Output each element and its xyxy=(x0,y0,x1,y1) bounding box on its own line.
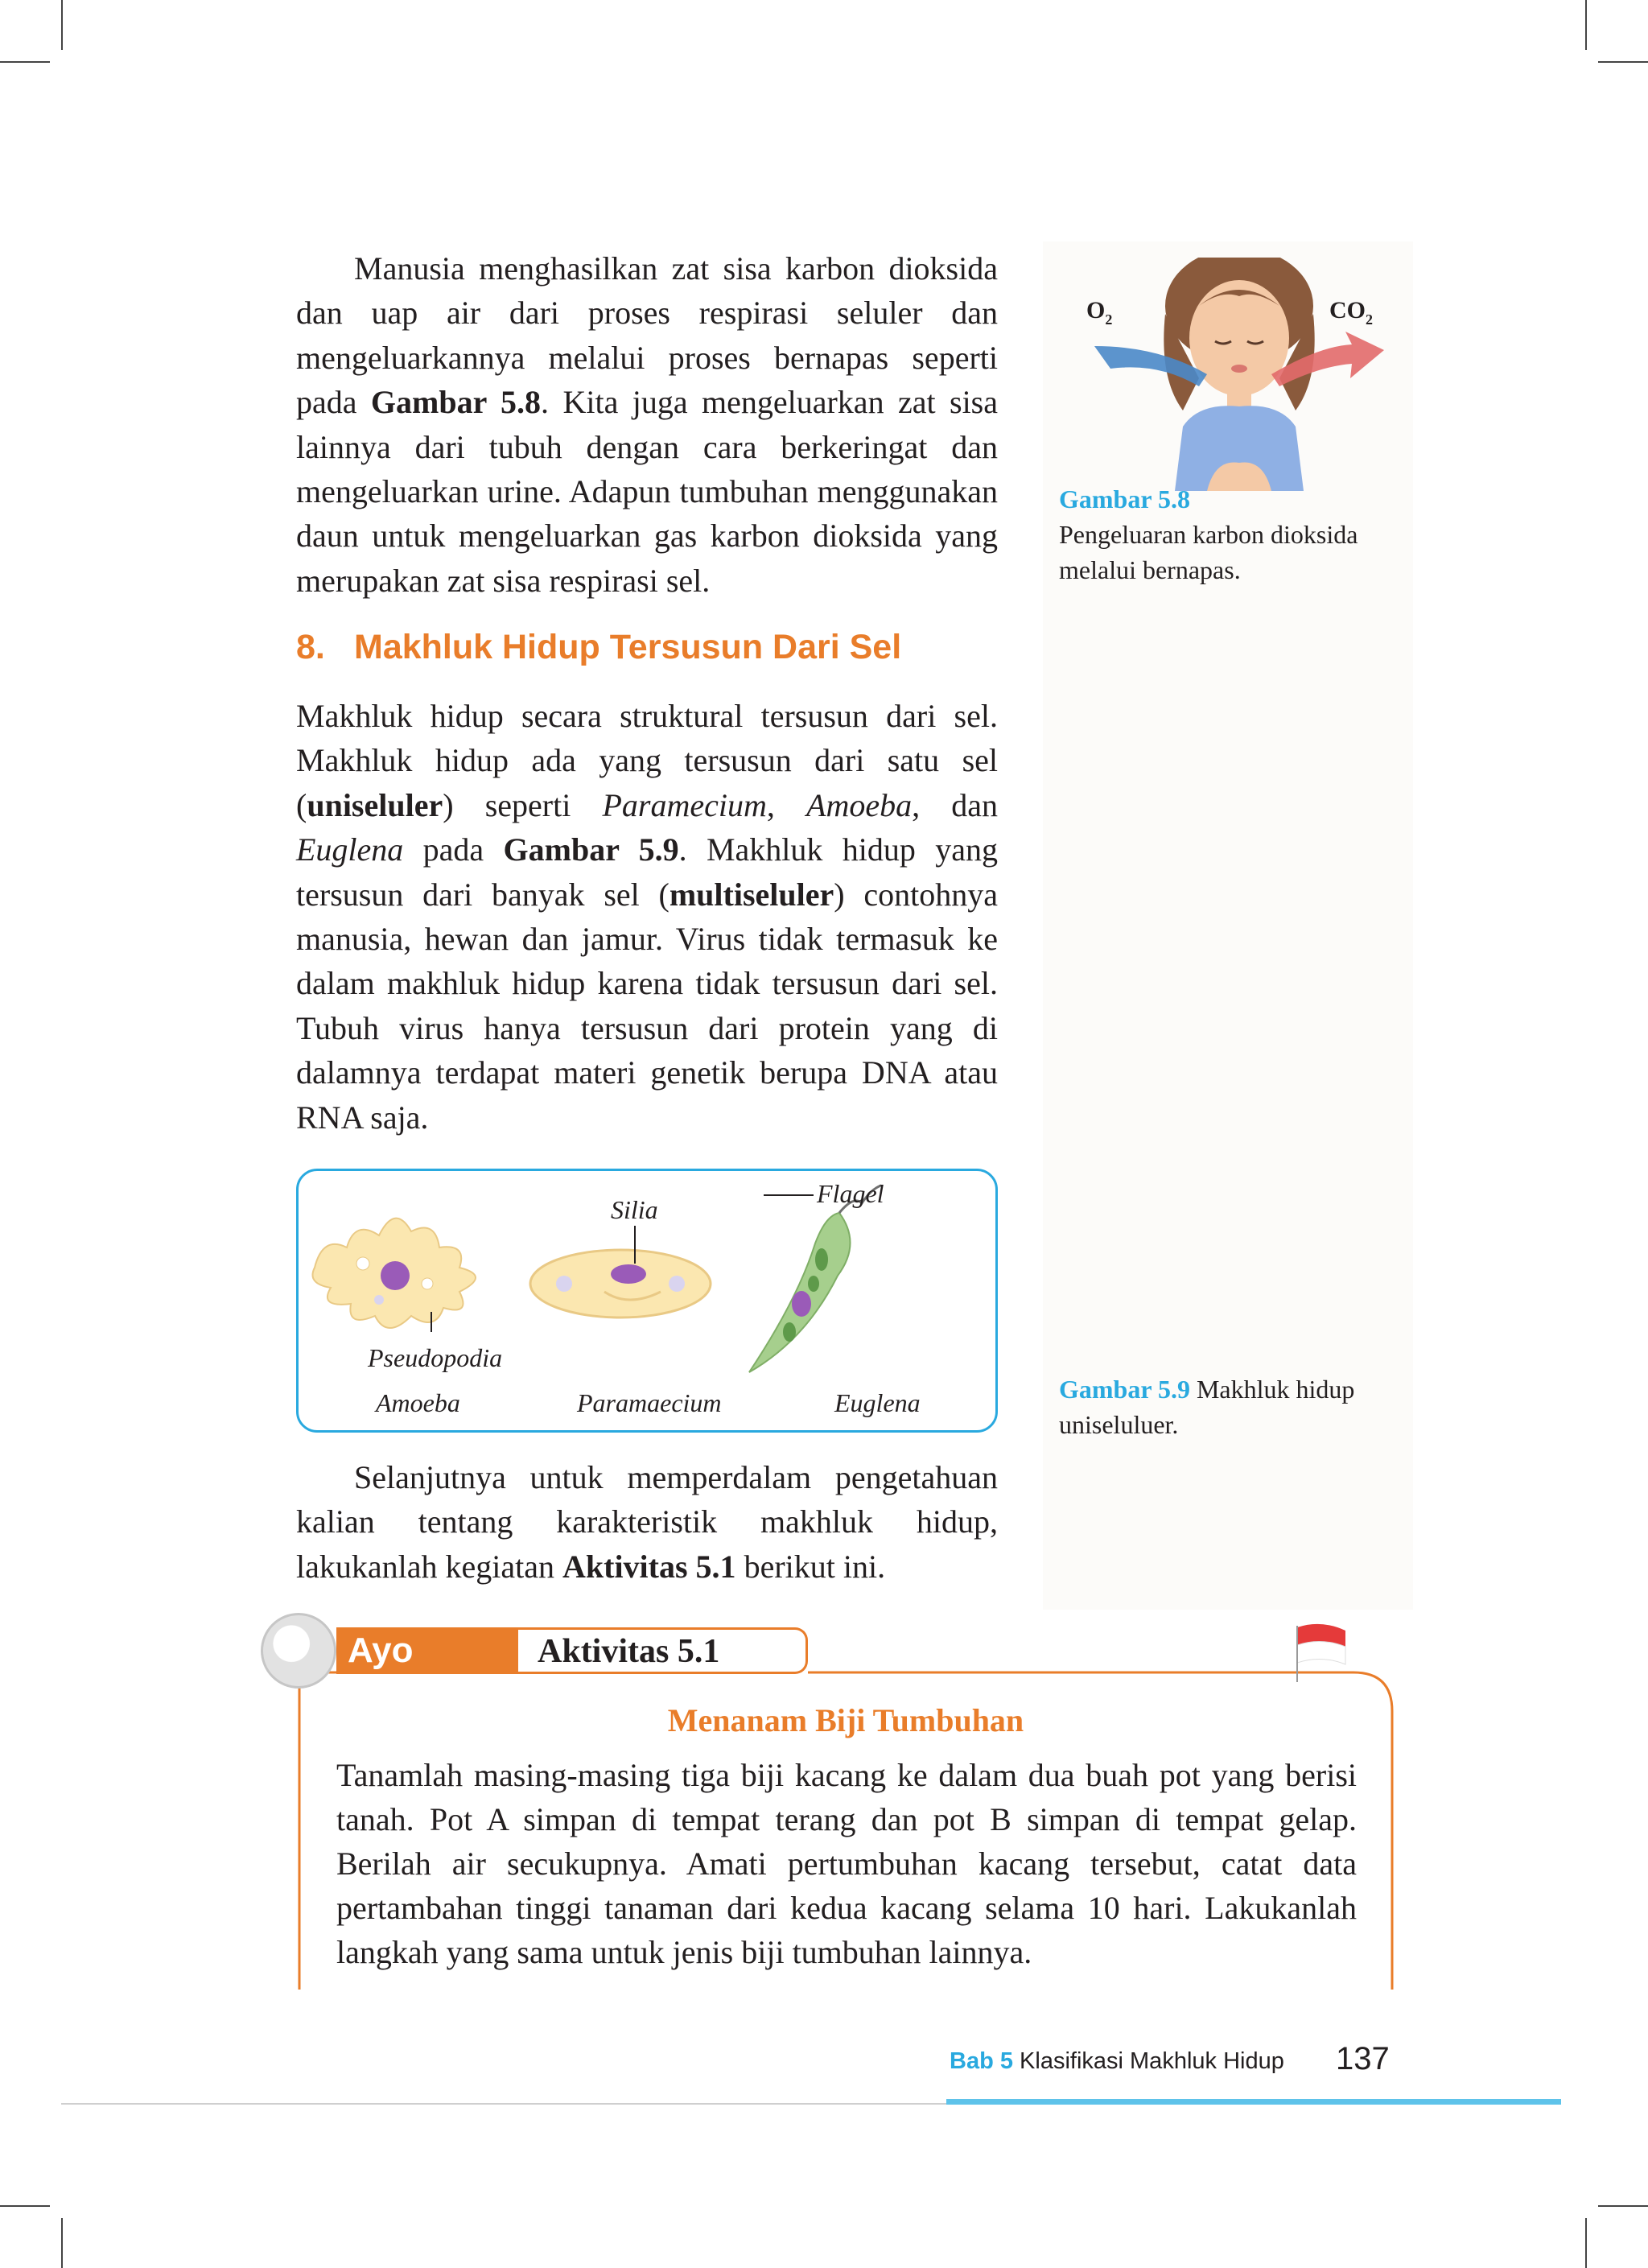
activity-box xyxy=(298,1631,1394,1990)
euglena-nucleus xyxy=(792,1291,811,1317)
term-uniseluler: uniseluler xyxy=(307,786,443,823)
figure-5-8-caption xyxy=(1059,481,1397,588)
figure-5-9-caption xyxy=(1059,1371,1397,1442)
vacuole xyxy=(356,1257,369,1270)
chapter-number: Bab 5 xyxy=(950,2048,1013,2074)
species-name: Euglena xyxy=(296,831,404,868)
caption-text: Pengeluaran karbon dioksida melalui bernapas. xyxy=(1059,520,1358,584)
crop-mark xyxy=(1585,2218,1587,2268)
activity-name: Aktivitas 5.1 xyxy=(518,1627,808,1674)
caption-reference: Gambar 5.9 xyxy=(1059,1375,1190,1404)
chapter-title: Klasifikasi Makhluk Hidup xyxy=(1012,2048,1284,2074)
paragraph-intro-activity: Selanjutnya untuk memperdalam pengetahuan kalian tentang karakteristik makhluk hidup, lakukanlah kegiatan Aktivitas 5.1 berikut ini. xyxy=(296,1459,998,1585)
crop-mark xyxy=(0,61,50,63)
caption-text: Makhluk hidup uniseluluer. xyxy=(1059,1375,1355,1439)
crop-mark xyxy=(1598,2205,1648,2207)
crop-mark xyxy=(1585,0,1587,50)
label-pseudopodia: Pseudopodia xyxy=(368,1343,503,1372)
face xyxy=(1189,280,1289,396)
chloroplast xyxy=(815,1248,828,1271)
footer-accent-rule xyxy=(946,2099,1561,2105)
label-flagel: Flagel xyxy=(817,1179,884,1208)
co2-label: $CO_2$ xyxy=(1329,297,1373,328)
amoeba-nucleus xyxy=(381,1261,410,1290)
section-heading xyxy=(296,628,901,667)
crop-mark xyxy=(1598,61,1648,63)
paramecium-nucleus xyxy=(611,1264,646,1284)
indonesian-flag-icon xyxy=(1289,1623,1353,1687)
chloroplast xyxy=(783,1322,796,1342)
paragraph-text: . Kita juga mengeluarkan zat sisa lainnya dari tubuh dengan cara berkeringat dan mengeluarkan urine. Adapun tumbuhan menggunakan daun untuk mengeluarkan gas karbon dioksida yang merupakan zat sisa respirasi sel. xyxy=(296,384,998,599)
breathing-girl-illustration xyxy=(1078,258,1400,491)
activity-tag: Ayo Amati xyxy=(336,1627,518,1674)
mouth xyxy=(1231,365,1247,373)
running-footer xyxy=(950,2048,1284,2075)
label-amoeba: Amoeba xyxy=(376,1388,460,1417)
vacuole xyxy=(669,1276,685,1292)
page-number: 137 xyxy=(1336,2041,1390,2076)
activity-reference: Aktivitas 5.1 xyxy=(562,1548,736,1585)
unicellular-organisms-figure xyxy=(296,1169,998,1433)
figure-reference: Gambar 5.9 xyxy=(503,831,679,868)
section-number: 8. xyxy=(296,628,325,666)
activity-body: Tanamlah masing-masing tiga biji kacang ke dalam dua buah pot yang berisi tanah. Pot A simpan di tempat terang dan pot B simpan di tempat gelap. Berilah air secukupnya. Amati pertumbuhan kacang tersebut, catat data pertambahan tinggi tanaman dari kedua kacang selama 10 hari. Lakukanlah langkah yang sama untuk jenis biji tumbuhan lainnya. xyxy=(336,1757,1357,1970)
vacuole xyxy=(556,1276,572,1292)
o2-label: $O_2$ xyxy=(1086,297,1113,328)
label-euglena: Euglena xyxy=(834,1388,921,1417)
label-paramaecium: Paramaecium xyxy=(577,1388,722,1417)
chloroplast xyxy=(808,1276,819,1292)
caption-reference: Gambar 5.8 xyxy=(1059,485,1190,513)
vacuole xyxy=(374,1295,384,1305)
species-name: Amoeba xyxy=(806,786,913,823)
species-name: Paramecium xyxy=(602,786,767,823)
activity-title: Menanam Biji Tumbuhan xyxy=(667,1702,1024,1738)
figure-reference: Gambar 5.8 xyxy=(370,384,542,421)
section-title: Makhluk Hidup Tersusun Dari Sel xyxy=(354,628,902,666)
label-silia: Silia xyxy=(611,1195,658,1224)
oxygen-inhale-arrow xyxy=(1094,346,1207,386)
magnifier-icon xyxy=(261,1613,336,1689)
vacuole xyxy=(422,1278,433,1289)
crop-mark xyxy=(0,2205,50,2207)
paragraph-respiration xyxy=(296,246,998,603)
crop-mark xyxy=(61,0,63,50)
term-multiseluler: multiseluler xyxy=(669,876,834,913)
crop-mark xyxy=(61,2218,63,2268)
paragraph-text: Manusia menghasilkan zat sisa karbon dioksida dan uap air dari proses respirasi seluler dan mengeluarkannya melalui proses bernapas seperti pada xyxy=(296,250,998,421)
paragraph-cells: Makhluk hidup secara struktural tersusun dari sel. Makhluk hidup ada yang tersusun dari satu sel (uniseluler) seperti Paramecium, Amoeba, dan Euglena pada Gambar 5.9. Makhluk hidup yang tersusun dari banyak sel (multiseluler) contohnya manusia, hewan dan jamur. Virus tidak termasuk ke dalam makhluk hidup karena tidak tersusun dari sel. Tubuh virus hanya tersusun dari protein yang di dalamnya terdapat materi genetik berupa DNA atau RNA saja. xyxy=(296,698,998,1136)
